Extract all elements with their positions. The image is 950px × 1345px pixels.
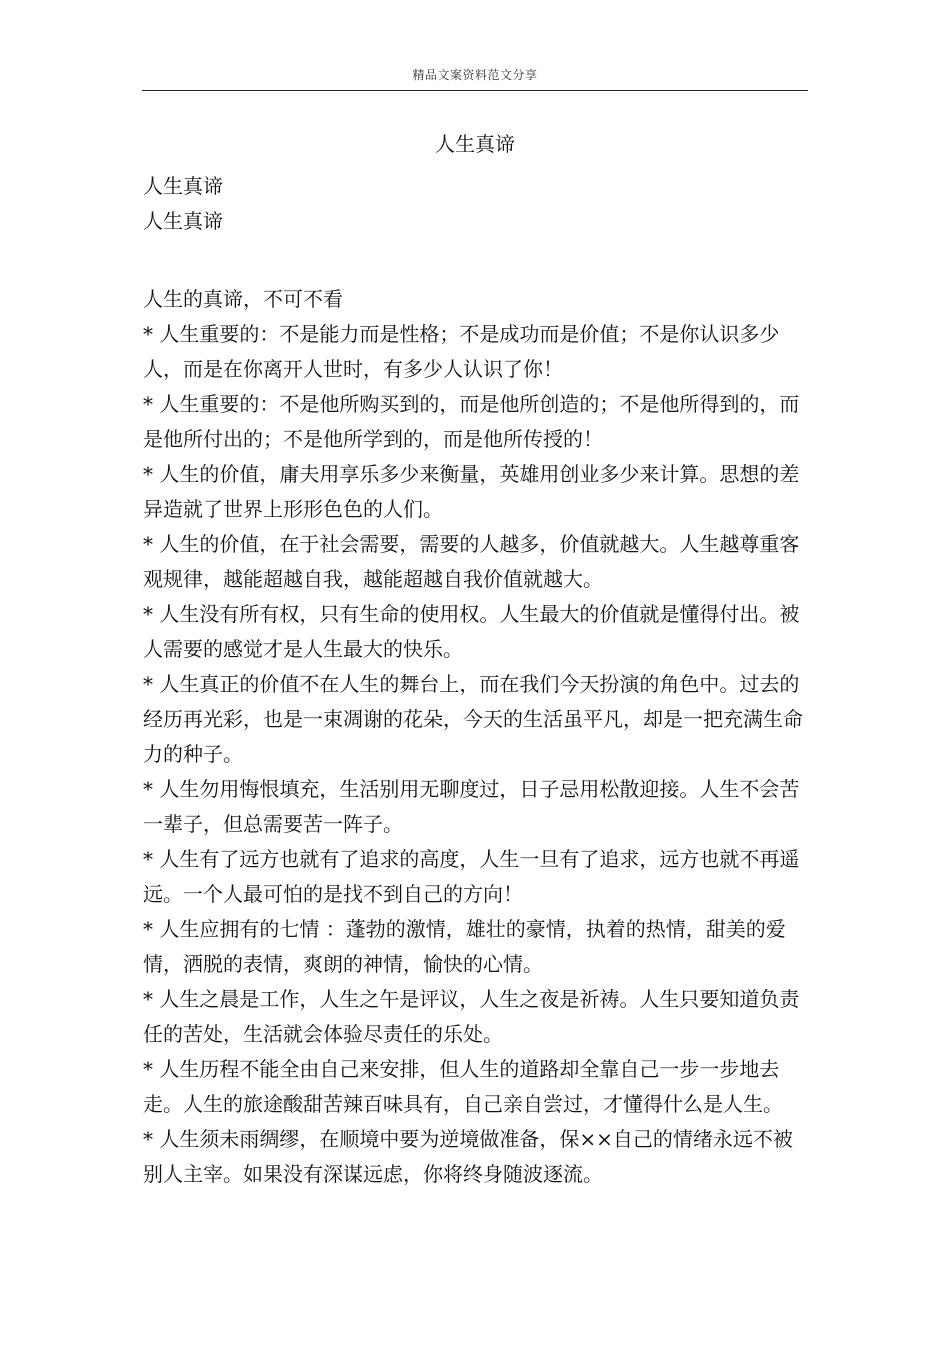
subtitle-line-2: 人生真谛	[143, 209, 223, 233]
paragraph-8: * 人生有了远方也就有了追求的高度，人生一旦有了追求，远方也就不再遥远。一个人最可怕的是找不到自己的方向！	[143, 847, 800, 906]
page-header-text: 精品文案资料范文分享	[412, 68, 538, 82]
subtitle-line-1: 人生真谛	[143, 174, 223, 198]
paragraph-11: * 人生历程不能全由自己来安排，但人生的道路却全靠自己一步一步地去走。人生的旅途酸甜苦辣百味具有，自己亲自尝过，才懂得什么是人生。	[143, 1057, 783, 1116]
paragraph-2: * 人生重要的：不是他所购买到的，而是他所创造的；不是他所得到的，而是他所付出的；不是他所学到的，而是他所传授的！	[143, 392, 800, 451]
body-text	[143, 282, 803, 1192]
paragraph-6: * 人生真正的价值不在人生的舞台上，而在我们今天扮演的角色中。过去的经历再光彩，也是一束凋谢的花朵，今天的生活虽平凡，却是一把充满生命力的种子。	[143, 672, 803, 766]
paragraph-7: * 人生勿用悔恨填充，生活别用无聊度过，日子忌用松散迎接。人生不会苦一辈子，但总需要苦一阵子。	[143, 777, 800, 836]
paragraph-intro: 人生的真谛，不可不看	[143, 287, 343, 311]
paragraph-5: * 人生没有所有权，只有生命的使用权。人生最大的价值就是懂得付出。被人需要的感觉才是人生最大的快乐。	[143, 602, 800, 661]
paragraph-12: * 人生须未雨绸缪，在顺境中要为逆境做准备，保××自己的情绪永远不被别人主宰。如果没有深谋远虑，你将终身随波逐流。	[143, 1127, 793, 1186]
paragraph-3: * 人生的价值，庸夫用享乐多少来衡量，英雄用创业多少来计算。思想的差异造就了世界上形形色色的人们。	[143, 462, 800, 521]
paragraph-4: * 人生的价值，在于社会需要，需要的人越多，价值就越大。人生越尊重客观规律，越能超越自我，越能超越自我价值就越大。	[143, 532, 800, 591]
paragraph-1: * 人生重要的：不是能力而是性格；不是成功而是价值；不是你认识多少人，而是在你离开人世时，有多少人认识了你！	[143, 322, 780, 381]
document-title: 人生真谛	[435, 132, 515, 156]
paragraph-9: * 人生应拥有的七情 ：蓬勃的激情，雄壮的豪情，执着的热情，甜美的爱情，洒脱的表情，爽朗的神情，愉快的心情。	[143, 917, 786, 976]
paragraph-10: * 人生之晨是工作，人生之午是评议，人生之夜是祈祷。人生只要知道负责任的苦处，生活就会体验尽责任的乐处。	[143, 987, 800, 1046]
header-divider	[142, 90, 808, 91]
